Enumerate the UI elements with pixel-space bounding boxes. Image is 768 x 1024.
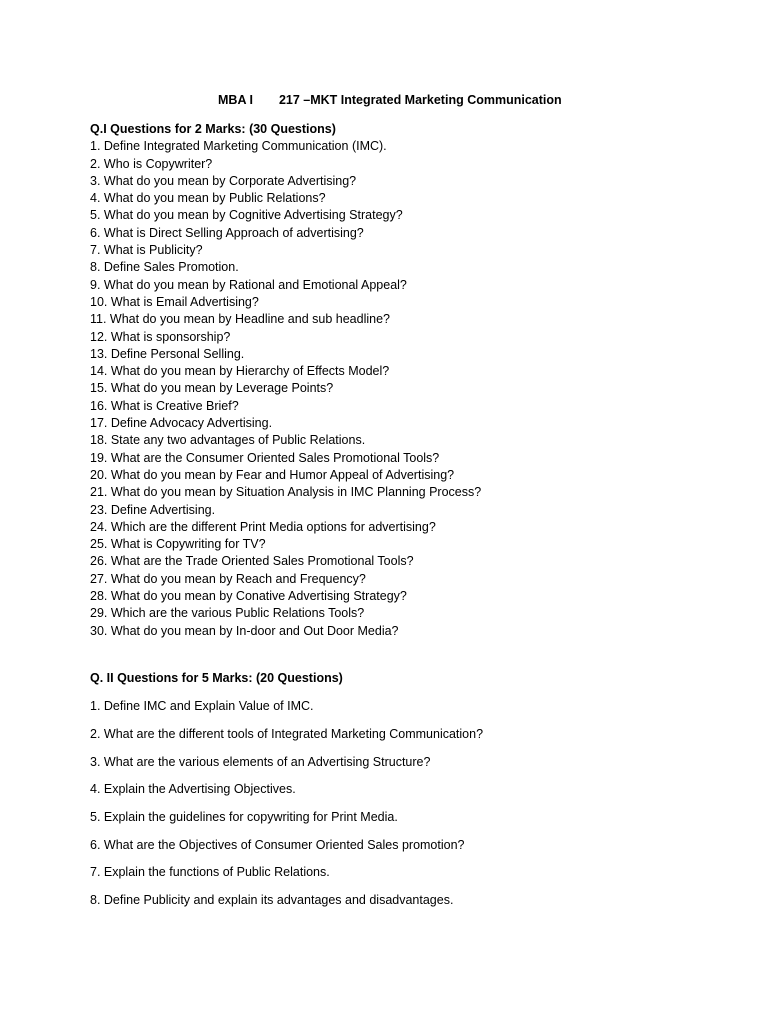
question-list	[90, 698, 730, 909]
question-item: 13. Define Personal Selling.	[90, 346, 245, 361]
question-item: 30. What do you mean by In-door and Out Door Media?	[90, 623, 399, 638]
course-title: 217 –MKT Integrated Marketing Communication	[278, 93, 562, 107]
question-item: 26. What are the Trade Oriented Sales Promotional Tools?	[90, 554, 414, 569]
question-item: 1. Define IMC and Explain Value of IMC.	[90, 699, 314, 714]
question-item: 9. What do you mean by Rational and Emotional Appeal?	[90, 277, 407, 292]
section-heading: Q. II Questions for 5 Marks: (20 Questions)	[90, 671, 343, 685]
question-item: 12. What is sponsorship?	[90, 329, 231, 344]
question-item: 20. What do you mean by Fear and Humor Appeal of Advertising?	[90, 467, 455, 482]
document-title	[218, 92, 562, 109]
question-item: 28. What do you mean by Conative Advertising Strategy?	[90, 589, 407, 604]
question-item: 4. What do you mean by Public Relations?	[90, 191, 326, 206]
section-five-marks	[90, 670, 730, 920]
question-item: 6. What are the Objectives of Consumer Oriented Sales promotion?	[90, 837, 465, 852]
question-item: 3. What are the various elements of an Advertising Structure?	[90, 754, 431, 769]
program-label: MBA I	[218, 93, 253, 107]
question-item: 21. What do you mean by Situation Analysis in IMC Planning Process?	[90, 485, 482, 500]
question-item: 8. Define Sales Promotion.	[90, 260, 239, 275]
question-item: 3. What do you mean by Corporate Advertising?	[90, 173, 357, 188]
question-list	[90, 138, 730, 640]
question-item: 10. What is Email Advertising?	[90, 294, 259, 309]
question-item: 5. What do you mean by Cognitive Advertising Strategy?	[90, 208, 403, 223]
question-item: 11. What do you mean by Headline and sub headline?	[90, 312, 390, 327]
question-item: 25. What is Copywriting for TV?	[90, 537, 266, 552]
question-item: 24. Which are the different Print Media options for advertising?	[90, 519, 436, 534]
question-item: 14. What do you mean by Hierarchy of Effects Model?	[90, 364, 390, 379]
question-item: 6. What is Direct Selling Approach of advertising?	[90, 225, 364, 240]
question-item: 27. What do you mean by Reach and Frequency?	[90, 571, 366, 586]
question-item: 7. What is Publicity?	[90, 243, 203, 258]
question-item: 8. Define Publicity and explain its advantages and disadvantages.	[90, 893, 454, 908]
section-two-marks	[90, 121, 730, 640]
question-item: 1. Define Integrated Marketing Communication (IMC).	[90, 139, 387, 154]
question-item: 15. What do you mean by Leverage Points?	[90, 381, 334, 396]
question-item: 23. Define Advertising.	[90, 502, 216, 517]
question-item: 7. Explain the functions of Public Relations.	[90, 865, 330, 880]
question-item: 2. Who is Copywriter?	[90, 156, 213, 171]
question-item: 5. Explain the guidelines for copywriting for Print Media.	[90, 810, 398, 825]
question-item: 4. Explain the Advertising Objectives.	[90, 782, 296, 797]
question-item: 19. What are the Consumer Oriented Sales Promotional Tools?	[90, 450, 440, 465]
section-heading: Q.I Questions for 2 Marks: (30 Questions)	[90, 122, 336, 136]
question-item: 2. What are the different tools of Integrated Marketing Communication?	[90, 726, 484, 741]
question-item: 16. What is Creative Brief?	[90, 398, 239, 413]
question-item: 29. Which are the various Public Relations Tools?	[90, 606, 365, 621]
question-item: 18. State any two advantages of Public Relations.	[90, 433, 366, 448]
question-item: 17. Define Advocacy Advertising.	[90, 416, 273, 431]
